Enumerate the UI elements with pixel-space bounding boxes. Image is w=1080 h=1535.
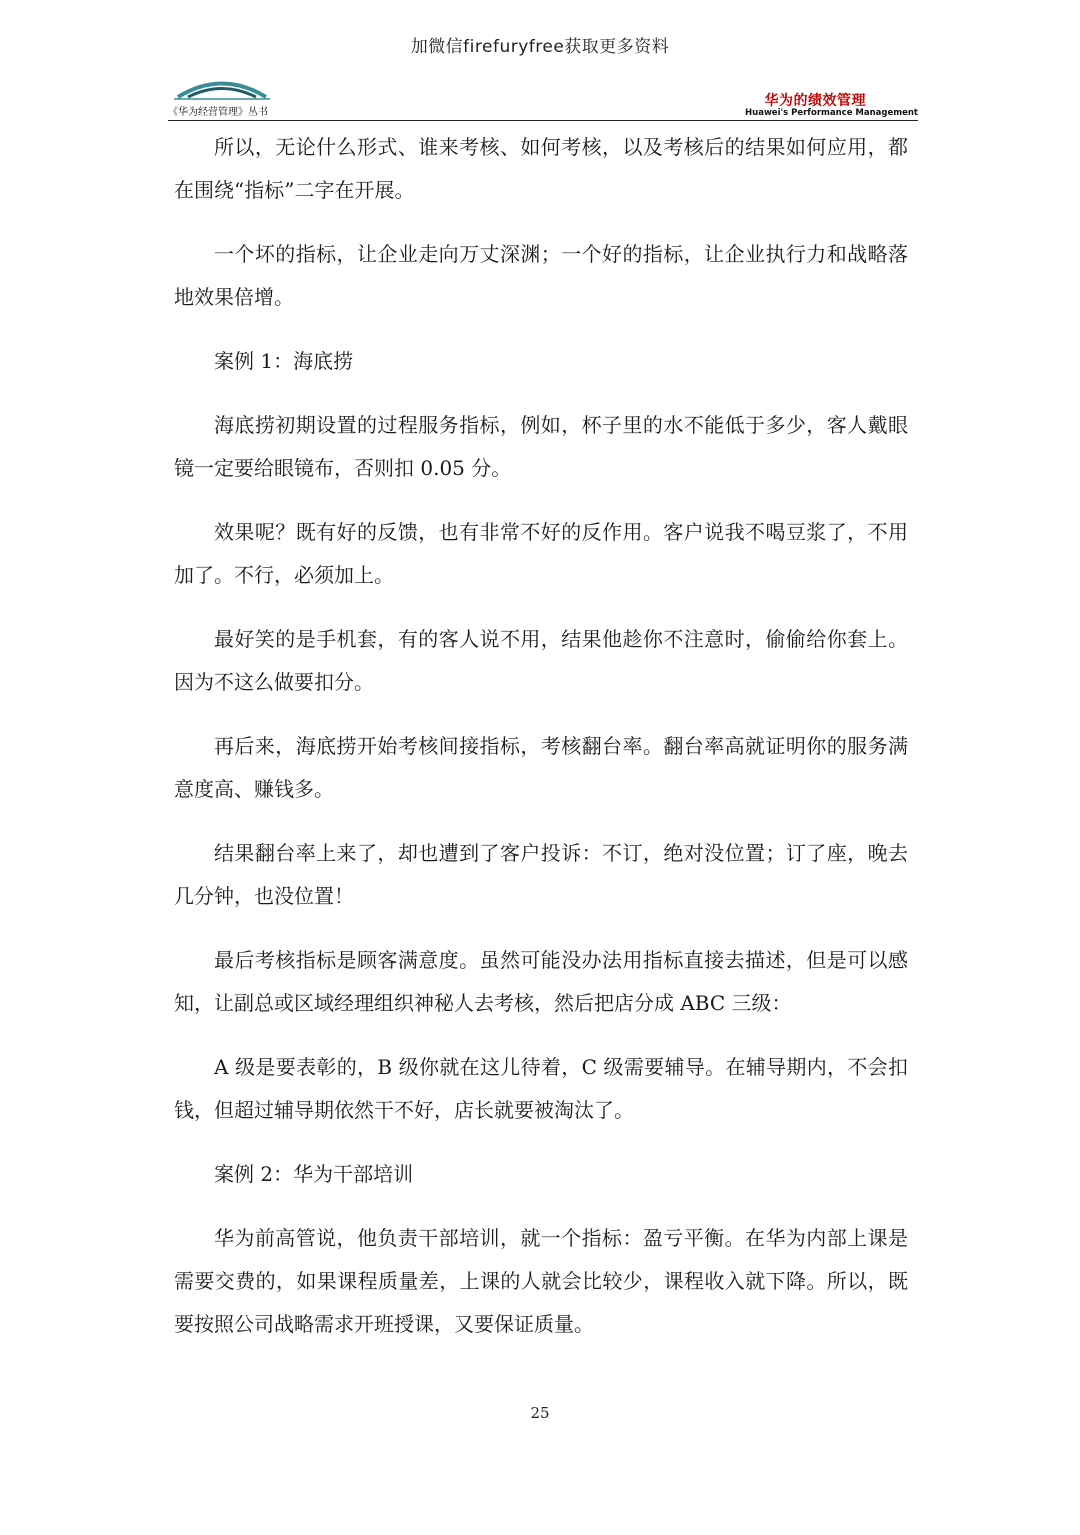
paragraph: 最后考核指标是顾客满意度。虽然可能没办法用指标直接去描述，但是可以感知，让副总或区域经理组织神秘人去考核，然后把店分成 ABC 三级： [174,948,908,1015]
paragraph: 再后来，海底捞开始考核间接指标，考核翻台率。翻台率高就证明你的服务满意度高、赚钱多。 [174,734,908,801]
book-subtitle: Huawei's Performance Management [745,108,918,118]
page-header [168,76,918,122]
paragraph: 一个坏的指标，让企业走向万丈深渊；一个好的指标，让企业执行力和战略落地效果倍增。 [174,242,908,309]
series-label: 《华为经营管理》丛书 [168,107,268,118]
paragraph: 华为前高管说，他负责干部培训，就一个指标：盈亏平衡。在华为内部上课是需要交费的，如果课程质量差，上课的人就会比较少，课程收入就下降。所以，既要按照公司战略需求开班授课，又要保证质量。 [174,1226,908,1336]
body-text [174,126,908,1367]
book-title: 华为的绩效管理 [764,93,866,109]
paragraph: 效果呢？既有好的反馈，也有非常不好的反作用。客户说我不喝豆浆了，不用加了。不行，必须加上。 [174,520,908,587]
paragraph: 最好笑的是手机套，有的客人说不用，结果他趁你不注意时，偷偷给你套上。因为不这么做要扣分。 [174,627,908,694]
paragraph: 结果翻台率上来了，却也遭到了客户投诉：不订，绝对没位置；订了座，晚去几分钟，也没位置！ [174,841,908,908]
paragraph: 所以，无论什么形式、谁来考核、如何考核，以及考核后的结果如何应用，都在围绕“指标”二字在开展。 [174,135,908,202]
case-heading: 案例 2：华为干部培训 [214,1162,414,1186]
paragraph: 海底捞初期设置的过程服务指标，例如，杯子里的水不能低于多少，客人戴眼镜一定要给眼镜布，否则扣 0.05 分。 [174,413,908,480]
paragraph: A 级是要表彰的，B 级你就在这儿待着，C 级需要辅导。在辅导期内，不会扣钱，但超过辅导期依然干不好，店长就要被淘汰了。 [174,1055,908,1122]
header-divider [168,120,918,121]
watermark-text: 加微信firefuryfree获取更多资料 [410,37,670,57]
case-heading: 案例 1：海底捞 [214,349,354,373]
mountain-arc-logo-icon [172,76,272,102]
page-number: 25 [530,1404,550,1422]
